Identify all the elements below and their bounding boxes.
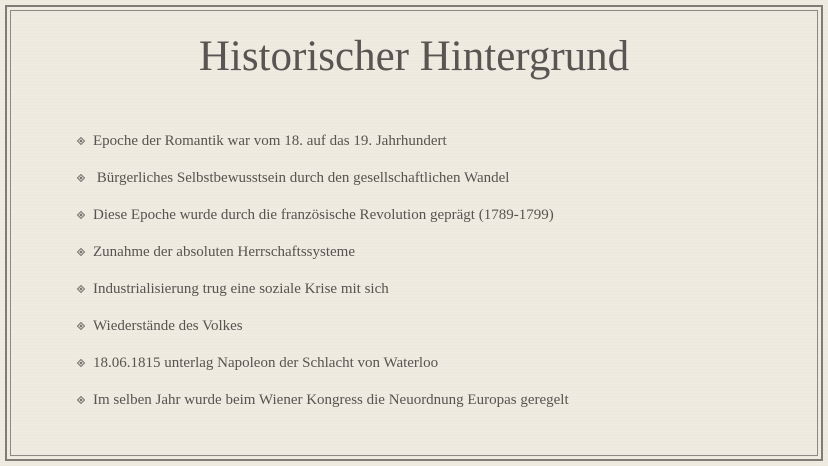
diamond-bullet-icon	[77, 322, 85, 330]
diamond-bullet-icon	[77, 285, 85, 293]
bullet-item	[74, 316, 569, 353]
diamond-bullet-icon	[77, 211, 85, 219]
bullet-item	[74, 131, 569, 168]
bullet-text: Diese Epoche wurde durch die französische Revolution geprägt (1789-1799)	[93, 207, 554, 223]
bullet-text: Industrialisierung trug eine soziale Krise mit sich	[93, 281, 389, 297]
bullet-text: Zunahme der absoluten Herrschaftssysteme	[93, 244, 355, 260]
bullet-item	[74, 205, 569, 242]
bullet-text: Im selben Jahr wurde beim Wiener Kongress die Neuordnung Europas geregelt	[93, 392, 569, 408]
slide-title: Historischer Hintergrund	[198, 33, 630, 80]
bullet-item	[74, 353, 569, 390]
diamond-bullet-icon	[77, 359, 85, 367]
diamond-bullet-icon	[77, 174, 85, 182]
diamond-bullet-icon	[77, 137, 85, 145]
diamond-bullet-icon	[77, 396, 85, 404]
bullet-item	[74, 168, 569, 205]
bullet-text: Wiederstände des Volkes	[93, 318, 243, 334]
bullet-list	[74, 131, 569, 427]
bullet-item	[74, 279, 569, 316]
bullet-item	[74, 242, 569, 279]
bullet-item	[74, 390, 569, 427]
bullet-text: 18.06.1815 unterlag Napoleon der Schlacht von Waterloo	[93, 355, 439, 371]
diamond-bullet-icon	[77, 248, 85, 256]
bullet-text: Epoche der Romantik war vom 18. auf das 19. Jahrhundert	[93, 133, 447, 149]
bullet-text: Bürgerliches Selbstbewusstsein durch den gesellschaftlichen Wandel	[93, 170, 510, 186]
